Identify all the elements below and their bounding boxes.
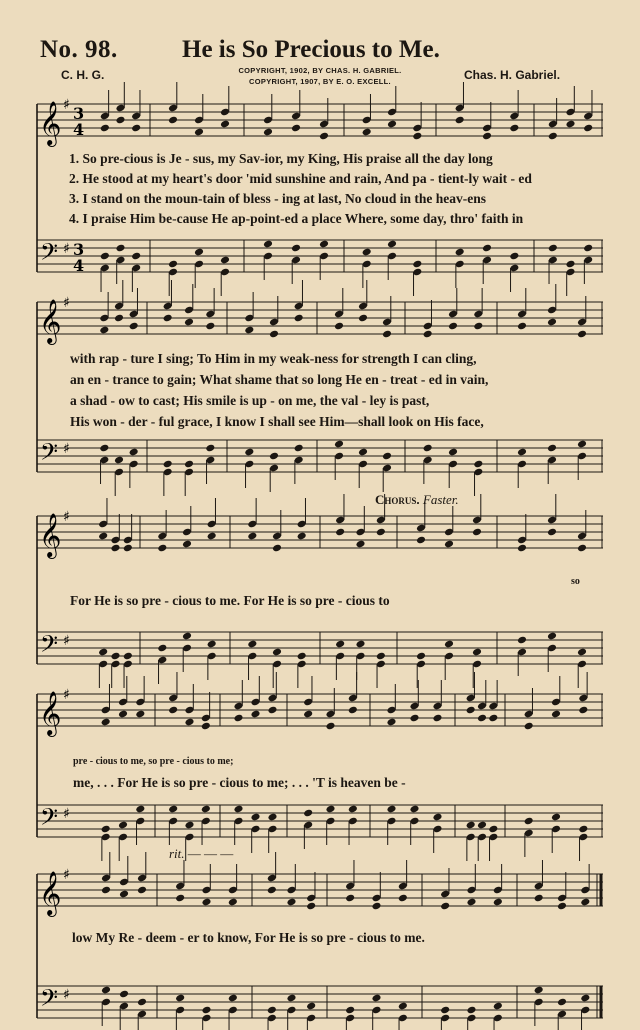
bass-clef-icon: 𝄢 [40, 630, 59, 663]
note-chord [398, 860, 408, 902]
note-chord [205, 288, 215, 330]
note-chord [182, 506, 192, 548]
note-chord [115, 82, 125, 124]
verse-1-line-1: 1. So pre-cious is Je - sus, my Sav-ior, my King, His praise all the day long [69, 151, 493, 166]
note-chord [509, 90, 519, 132]
note-chord [175, 994, 185, 1030]
note-chord [416, 502, 426, 544]
chorus-alto-line-2: pre - cious to me, so pre - cious to me; [73, 756, 234, 767]
bass-staff [37, 805, 603, 837]
hymn-title: He is So Precious to Me. [182, 36, 440, 63]
key-signature-sharp-icon: ♯ [63, 441, 70, 457]
note-chord [114, 280, 124, 322]
note-chord [482, 102, 492, 140]
tempo-faster: Faster. [422, 492, 459, 507]
note-chord [440, 1006, 450, 1030]
chorus-alto-so: so [571, 576, 580, 587]
note-chord [163, 280, 173, 322]
note-chord [432, 680, 442, 722]
note-chord [131, 90, 141, 132]
note-chord [286, 994, 296, 1030]
note-chord [291, 90, 301, 132]
note-chord [325, 805, 335, 845]
note-chord [228, 864, 238, 906]
note-chord [444, 506, 454, 548]
note-chord [409, 805, 419, 845]
note-chord [101, 986, 111, 1026]
key-signature-sharp-icon: ♯ [63, 633, 70, 649]
note-chord [547, 632, 557, 672]
treble-clef-icon: 𝄞 [39, 871, 62, 915]
note-chord [348, 805, 358, 845]
key-signature-sharp-icon: ♯ [63, 295, 70, 311]
note-chord [137, 998, 147, 1030]
verse-2-line-2: an en - trance to gain; What shame that so long He en - treat - ed in vain, [70, 372, 489, 387]
verse-4-line-2: His won - der - ful grace, I know I shall see Him—shall look on His face, [70, 414, 484, 429]
note-chord [119, 856, 129, 898]
note-chord [267, 852, 277, 894]
note-chord [577, 440, 587, 480]
note-chord [583, 90, 593, 132]
note-chord [580, 994, 590, 1030]
time-signature-bottom: 4 [73, 256, 85, 275]
note-chord [184, 684, 194, 726]
note-chord [517, 448, 527, 488]
note-chord [247, 640, 257, 680]
note-chord [250, 813, 260, 853]
note-chord [263, 240, 273, 280]
note-chord [233, 805, 243, 845]
note-chord [473, 288, 483, 330]
note-chord [267, 813, 277, 853]
note-chord [534, 860, 544, 902]
note-chord [201, 805, 211, 845]
note-chord [233, 680, 243, 722]
note-chord [551, 813, 561, 853]
music-system-1 [37, 92, 603, 282]
note-chord [477, 680, 487, 722]
note-chord [201, 1006, 211, 1030]
note-chord [371, 872, 381, 910]
note-chord [194, 94, 204, 136]
chorus-bass-line-2: me, . . . For He is so pre - cious to me; . . . 'T is heaven be - [73, 775, 406, 790]
treble-clef-icon: 𝄞 [39, 299, 62, 343]
ritardando-marking: rit. — — — [169, 846, 234, 861]
bass-staff [37, 986, 603, 1018]
note-chord [387, 86, 397, 128]
note-chord [386, 684, 396, 726]
note-chord [135, 676, 145, 718]
note-chord [306, 1002, 316, 1030]
note-chord [578, 672, 588, 714]
note-chord [294, 280, 304, 322]
note-chord [182, 632, 192, 672]
note-chord [348, 672, 358, 714]
chorus-label: Chorus. [375, 492, 420, 507]
note-chord [386, 805, 396, 845]
note-chord [137, 852, 147, 894]
time-signature-top: 3 [73, 240, 85, 259]
note-chord [448, 288, 458, 330]
verse-3-line-1: 3. I stand on the moun-tain of bless - ing at last, No cloud in the heav-ens [69, 191, 487, 206]
note-chord [362, 94, 372, 136]
note-chord [455, 82, 465, 124]
note-chord [135, 805, 145, 845]
time-signature-bottom: 4 [73, 120, 85, 139]
note-chord [306, 872, 316, 910]
note-chord [201, 692, 211, 730]
note-chord [580, 864, 590, 906]
note-chord [207, 498, 217, 540]
bass-clef-icon: 𝄢 [40, 803, 59, 836]
note-chord [303, 676, 313, 718]
note-chord [129, 448, 139, 488]
note-chord [472, 494, 482, 536]
chorus-line-3: low My Re - deem - er to know, For He is so pre - cious to me. [72, 930, 425, 945]
note-chord [493, 1002, 503, 1030]
music-system-2 [37, 290, 603, 490]
note-chord [334, 288, 344, 330]
note-chord [466, 1006, 476, 1030]
note-chord [244, 448, 254, 488]
key-signature-sharp-icon: ♯ [63, 241, 70, 257]
note-chord [345, 1006, 355, 1030]
note-chord [319, 240, 329, 280]
note-chord [123, 514, 133, 552]
note-chord [455, 248, 465, 288]
key-signature-sharp-icon: ♯ [63, 867, 70, 883]
note-chord [387, 240, 397, 280]
note-chord [99, 292, 109, 334]
note-chord [493, 864, 503, 906]
note-chord [557, 872, 567, 910]
treble-staff [37, 694, 603, 726]
note-chord [371, 994, 381, 1030]
key-signature-sharp-icon: ♯ [63, 806, 70, 822]
note-chord [201, 864, 211, 906]
time-signature-top: 3 [73, 104, 85, 123]
treble-clef-icon: 𝄞 [39, 513, 62, 557]
note-chord [547, 284, 557, 326]
note-chord [534, 986, 544, 1026]
note-chord [557, 998, 567, 1030]
note-chord [345, 860, 355, 902]
author-initials: C. H. G. [61, 68, 105, 82]
verse-1-line-2: with rap - ture I sing; To Him in my weak-ness for strength I can cling, [70, 351, 477, 366]
note-chord [110, 514, 120, 552]
bass-clef-icon: 𝄢 [40, 438, 59, 471]
note-chord [409, 680, 419, 722]
copyright-line-1: COPYRIGHT, 1902, BY CHAS. H. GABRIEL. [238, 66, 402, 75]
note-chord [398, 1002, 408, 1030]
note-chord [175, 860, 185, 902]
music-system-5 [37, 846, 603, 1025]
note-chord [168, 805, 178, 845]
note-chord [101, 684, 111, 726]
note-chord [168, 672, 178, 714]
note-chord [335, 494, 345, 536]
hymn-number: No. 98. [40, 36, 118, 63]
note-chord [335, 640, 345, 680]
system-3-staves [37, 490, 603, 670]
note-chord [98, 498, 108, 540]
copyright-line-2: COPYRIGHT, 1907, BY E. O. EXCELL. [249, 77, 391, 86]
note-chord [551, 676, 561, 718]
key-signature-sharp-icon: ♯ [63, 509, 70, 525]
note-chord [207, 640, 217, 680]
note-chord [466, 864, 476, 906]
note-chord [168, 82, 178, 124]
key-signature-sharp-icon: ♯ [63, 987, 70, 1003]
note-chord [244, 292, 254, 334]
note-chord [517, 514, 527, 552]
note-chord [488, 680, 498, 722]
note-chord [118, 676, 128, 718]
bass-clef-icon: 𝄢 [40, 984, 59, 1017]
note-chord [547, 494, 557, 536]
note-chord [194, 248, 204, 288]
note-chord [355, 506, 365, 548]
verse-4-line-1: 4. I praise Him be-cause He ap-point-ed a place Where, some day, thro' faith in [69, 211, 524, 226]
music-system-3 [37, 490, 603, 670]
treble-clef-icon: 𝄞 [39, 101, 62, 145]
note-chord [100, 90, 110, 132]
note-chord [184, 284, 194, 326]
note-chord [423, 300, 433, 338]
treble-clef-icon: 𝄞 [39, 691, 62, 735]
note-chord [444, 640, 454, 680]
treble-staff [37, 874, 603, 906]
note-chord [247, 498, 257, 540]
note-chord [101, 852, 111, 894]
system-2-staves [37, 290, 603, 490]
music-system-4 [37, 680, 603, 850]
note-chord [432, 813, 442, 853]
verse-2-line-1: 2. He stood at my heart's door 'mid sunshine and rain, And pa - tient-ly wait - ed [69, 171, 532, 186]
note-chord [267, 672, 277, 714]
note-chord [228, 994, 238, 1030]
note-chord [376, 494, 386, 536]
chorus-line-1: For He is so pre - cious to me. For He is so pre - cious to [70, 593, 390, 608]
note-chord [220, 86, 230, 128]
note-chord [129, 288, 139, 330]
note-chord [358, 448, 368, 488]
note-chord [297, 498, 307, 540]
key-signature-sharp-icon: ♯ [63, 687, 70, 703]
note-chord [250, 676, 260, 718]
verse-3-line-2: a shad - ow to cast; His smile is up - on me, the val - ley is past, [70, 393, 430, 408]
note-chord [412, 102, 422, 140]
note-chord [565, 86, 575, 128]
system-1-staves [37, 92, 603, 282]
key-signature-sharp-icon: ♯ [63, 97, 70, 113]
note-chord [517, 288, 527, 330]
note-chord [448, 448, 458, 488]
note-chord [286, 864, 296, 906]
bass-clef-icon: 𝄢 [40, 238, 59, 271]
note-chord [267, 1006, 277, 1030]
note-chord [263, 94, 273, 136]
note-chord [466, 672, 476, 714]
note-chord [334, 440, 344, 480]
composer-credit: Chas. H. Gabriel. [464, 68, 561, 82]
